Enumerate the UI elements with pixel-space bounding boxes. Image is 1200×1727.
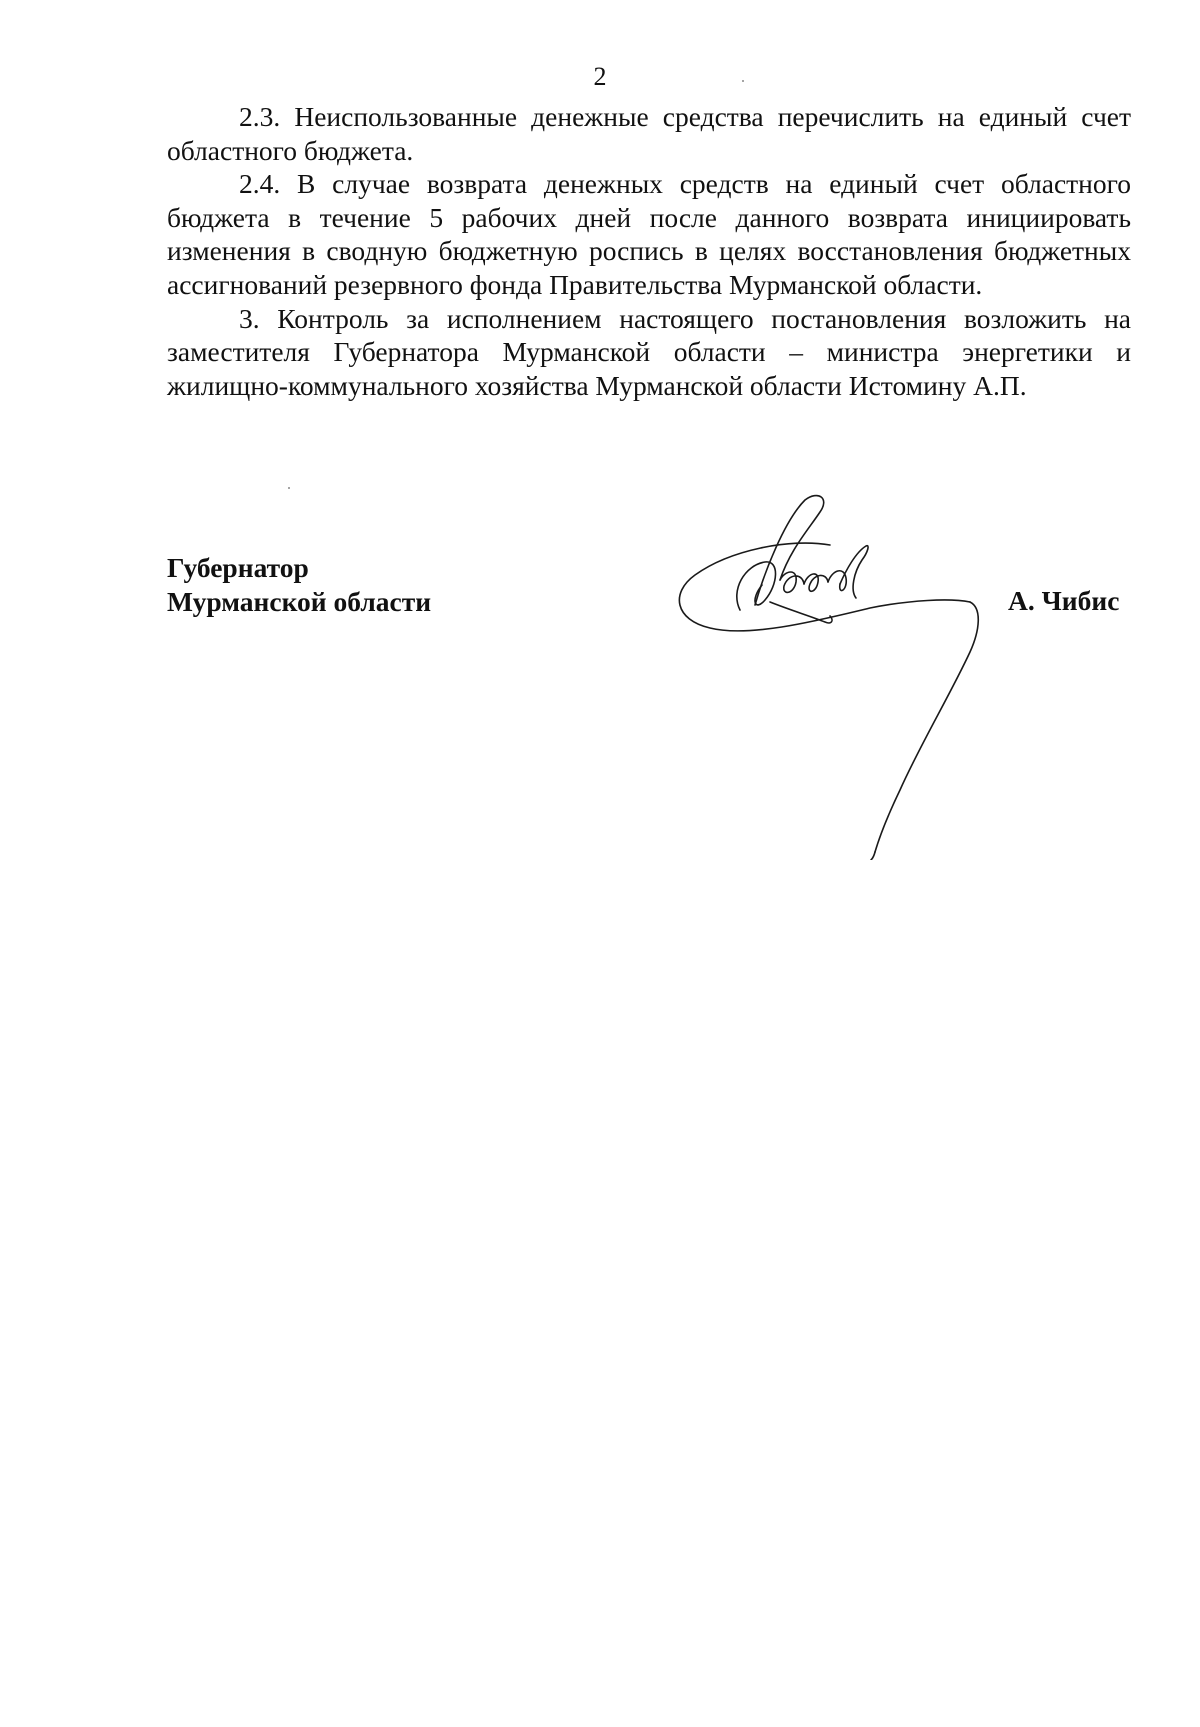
- handwritten-signature: [670, 490, 1000, 860]
- signatory-position: [167, 551, 431, 618]
- scan-speck: [742, 80, 744, 82]
- page-number: 2: [593, 62, 607, 91]
- scan-speck: [288, 487, 290, 489]
- paragraph-3: 3. Контроль за исполнением настоящего постановления возложить на заместителя Губернатора Мурманской области – министра энергетики и жилищно-коммунального хозяйства Мурманской области Истомину А.П.: [167, 302, 1131, 401]
- signatory-position-line2: Мурманской области: [167, 585, 432, 617]
- signer-name: А. Чибис: [1008, 585, 1120, 616]
- document-body: [167, 100, 1131, 402]
- paragraph-2-3: 2.3. Неиспользованные денежные средства перечислить на единый счет областного бюджета.: [167, 101, 1131, 166]
- signatory-position-line1: Губернатор: [167, 552, 309, 583]
- paragraph-2-4: 2.4. В случае возврата денежных средств на единый счет областного бюджета в течение 5 рабочих дней после данного возврата инициировать изменения в сводную бюджетную роспись в целях восстановления бюджетных ассигнований резервного фонда Правительства Мурманской области.: [167, 168, 1131, 300]
